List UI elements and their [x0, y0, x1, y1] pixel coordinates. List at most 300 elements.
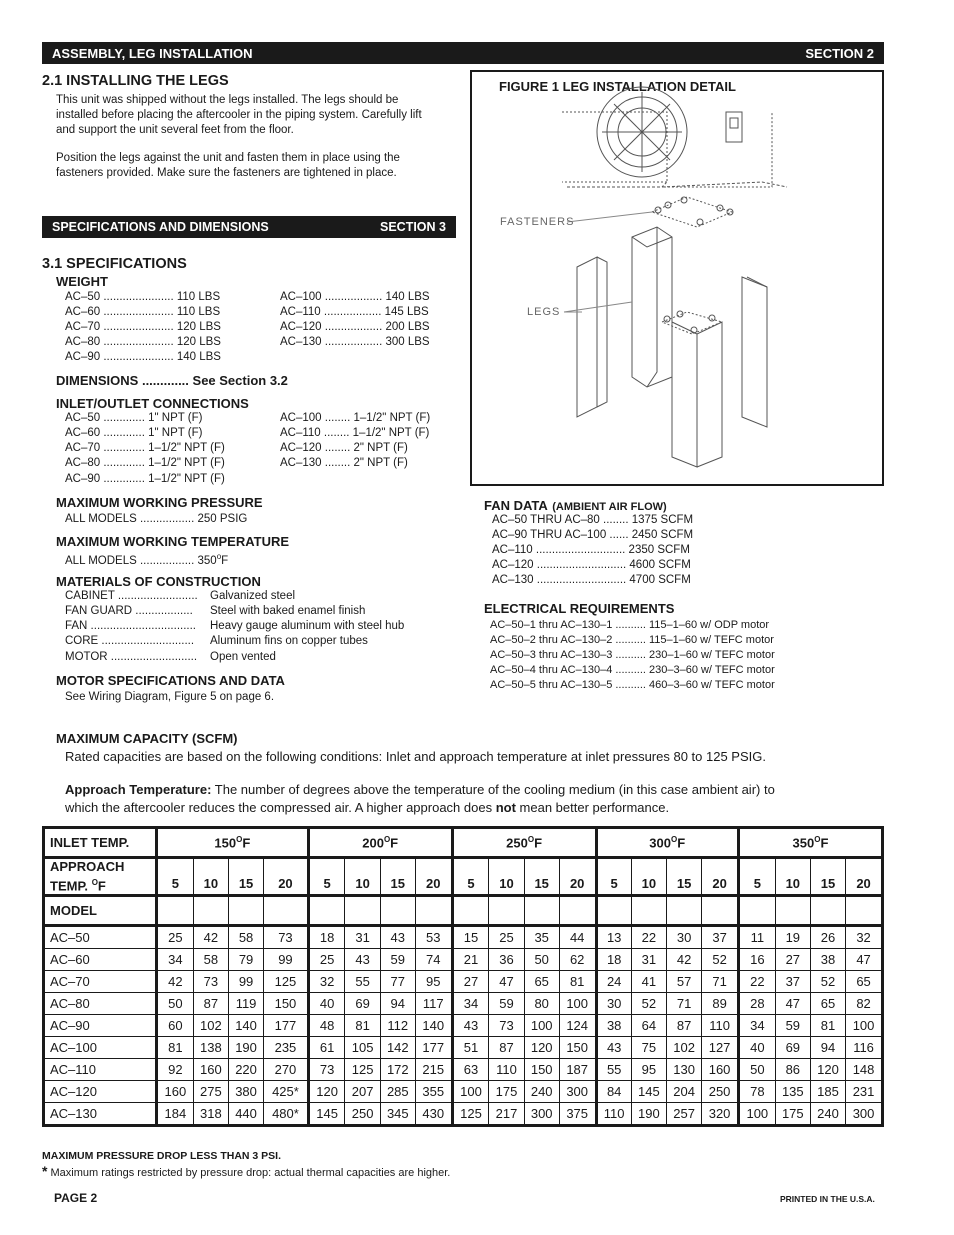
temperature-unit: F [221, 554, 229, 567]
model-spacer-cell [380, 896, 415, 926]
degree-sign: O [814, 834, 821, 844]
table-row [44, 971, 883, 993]
temp-unit: F [390, 835, 399, 851]
capacity-cell: 11 [738, 926, 775, 949]
material-key: CABINET ......................... [65, 590, 198, 602]
capacity-cell: 257 [667, 1103, 702, 1126]
capacity-cell: 82 [846, 993, 883, 1015]
temperature-value [65, 552, 228, 567]
capacity-cell: 27 [775, 949, 810, 971]
capacity-cell: 26 [810, 926, 845, 949]
model-header-row [44, 896, 883, 926]
spec-bar-section: SECTION 3 [380, 220, 446, 234]
capacity-cell: 215 [415, 1059, 452, 1081]
weight-row: AC–110 .................. 145 LBS [280, 306, 429, 318]
inlet-row: AC–60 ............. 1" NPT (F) [65, 427, 203, 439]
section-header-bar [42, 42, 884, 64]
inlet-row: AC–110 ........ 1–1/2" NPT (F) [280, 427, 430, 439]
model-spacer-cell [452, 896, 489, 926]
approach-value: 20 [264, 858, 309, 896]
material-key: FAN GUARD .................. [65, 605, 193, 617]
capacity-cell: 75 [631, 1037, 666, 1059]
inlet-temp-header [452, 828, 596, 858]
capacity-cell: 34 [157, 949, 194, 971]
capacity-cell: 217 [489, 1103, 524, 1126]
capacity-cell: 150 [264, 993, 309, 1015]
capacity-cell: 100 [738, 1103, 775, 1126]
capacity-cell: 145 [631, 1081, 666, 1103]
capacity-cell: 19 [775, 926, 810, 949]
specs-heading: 3.1 SPECIFICATIONS [42, 256, 187, 272]
approach-value: 5 [157, 858, 194, 896]
capacity-cell: 13 [596, 926, 631, 949]
capacity-cell: 31 [345, 926, 380, 949]
weight-row: AC–70 ...................... 120 LBS [65, 321, 221, 333]
capacity-cell: 40 [308, 993, 345, 1015]
approach-label-line: APPROACH [50, 859, 125, 874]
capacity-cell: 32 [308, 971, 345, 993]
capacity-cell: 50 [157, 993, 194, 1015]
capacity-cell: 71 [702, 971, 739, 993]
capacity-cell: 425* [264, 1081, 309, 1103]
capacity-cell: 18 [308, 926, 345, 949]
approach-value: 15 [380, 858, 415, 896]
capacity-cell: 204 [667, 1081, 702, 1103]
capacity-cell: 130 [667, 1059, 702, 1081]
spec-bar-title: SPECIFICATIONS AND DIMENSIONS [52, 220, 269, 234]
capacity-cell: 69 [345, 993, 380, 1015]
capacity-cell: 285 [380, 1081, 415, 1103]
fan-row: AC–50 THRU AC–80 ........ 1375 SCFM [492, 514, 694, 526]
model-spacer-cell [559, 896, 596, 926]
capacity-cell: 275 [193, 1081, 228, 1103]
motor-value: See Wiring Diagram, Figure 5 on page 6. [65, 691, 275, 703]
figure-title: FIGURE 1 LEG INSTALLATION DETAIL [499, 79, 736, 94]
material-value: Galvanized steel [210, 590, 296, 602]
capacity-cell: 40 [738, 1037, 775, 1059]
capacity-cell: 18 [596, 949, 631, 971]
model-name: AC–120 [44, 1081, 157, 1103]
pressure-label: MAXIMUM WORKING PRESSURE [56, 495, 263, 510]
capacity-cell: 240 [810, 1103, 845, 1126]
footnote-text: Maximum ratings restricted by pressure drop: actual thermal capacities are higher. [47, 1167, 451, 1179]
approach-value: 20 [846, 858, 883, 896]
inlet-row: AC–90 ............. 1–1/2" NPT (F) [65, 473, 225, 485]
capacity-cell: 55 [596, 1059, 631, 1081]
capacity-cell: 125 [452, 1103, 489, 1126]
model-spacer-cell [489, 896, 524, 926]
capacity-cell: 95 [415, 971, 452, 993]
capacity-cell: 185 [810, 1081, 845, 1103]
capacity-cell: 207 [345, 1081, 380, 1103]
capacity-cell: 120 [810, 1059, 845, 1081]
model-spacer-cell [264, 896, 309, 926]
weight-row: AC–130 .................. 300 LBS [280, 336, 430, 348]
inlet-row: AC–130 ........ 2" NPT (F) [280, 457, 408, 469]
approach-value: 5 [596, 858, 631, 896]
capacity-cell: 150 [524, 1059, 559, 1081]
capacity-cell: 43 [345, 949, 380, 971]
inlet-temp-header [157, 828, 309, 858]
page-number: PAGE 2 [54, 1191, 98, 1205]
model-spacer-cell [631, 896, 666, 926]
table-row [44, 1103, 883, 1126]
capacity-cell: 110 [702, 1015, 739, 1037]
capacity-cell: 60 [157, 1015, 194, 1037]
capacity-cell: 79 [228, 949, 263, 971]
approach-value: 15 [667, 858, 702, 896]
approach-value: 10 [775, 858, 810, 896]
approach-value: 20 [559, 858, 596, 896]
table-row [44, 993, 883, 1015]
capacity-cell: 22 [631, 926, 666, 949]
capacity-cell: 160 [193, 1059, 228, 1081]
fan-row: AC–130 ............................ 4700 SCFM [492, 574, 691, 586]
electrical-label: ELECTRICAL REQUIREMENTS [484, 601, 675, 616]
capacity-cell: 320 [702, 1103, 739, 1126]
inlet-row: AC–80 ............. 1–1/2" NPT (F) [65, 457, 225, 469]
capacity-cell: 63 [452, 1059, 489, 1081]
weight-row: AC–80 ...................... 120 LBS [65, 336, 221, 348]
capacity-cell: 52 [631, 993, 666, 1015]
capacity-cell: 87 [667, 1015, 702, 1037]
capacity-intro: Rated capacities are based on the following conditions: Inlet and approach temperature at inlet pressures 80 to 125 PSIG. [65, 749, 766, 764]
capacity-cell: 99 [228, 971, 263, 993]
capacity-cell: 58 [193, 949, 228, 971]
capacity-cell: 95 [631, 1059, 666, 1081]
capacity-cell: 172 [380, 1059, 415, 1081]
capacity-cell: 177 [264, 1015, 309, 1037]
capacity-cell: 65 [846, 971, 883, 993]
inlet-temp-header [308, 828, 452, 858]
capacity-cell: 175 [489, 1081, 524, 1103]
model-spacer-cell [415, 896, 452, 926]
table-row [44, 1037, 883, 1059]
capacity-cell: 87 [193, 993, 228, 1015]
capacity-cell: 80 [524, 993, 559, 1015]
capacity-cell: 36 [489, 949, 524, 971]
inlet-row: AC–120 ........ 2" NPT (F) [280, 442, 408, 454]
footnote-star: * [42, 1163, 48, 1179]
model-spacer-cell [775, 896, 810, 926]
capacity-cell: 110 [596, 1103, 631, 1126]
electrical-row: AC–50–3 thru AC–130–3 .......... 230–1–60 w/ TEFC motor [490, 649, 775, 661]
capacity-cell: 160 [157, 1081, 194, 1103]
capacity-cell: 43 [452, 1015, 489, 1037]
capacity-cell: 81 [559, 971, 596, 993]
approach-text: which the aftercooler reduces the compressed air. A higher approach does [65, 800, 496, 815]
material-key: FAN ................................. [65, 620, 196, 632]
capacity-cell: 47 [775, 993, 810, 1015]
approach-value: 20 [702, 858, 739, 896]
fasteners-callout: FASTENERS [500, 216, 575, 228]
electrical-row: AC–50–5 thru AC–130–5 .......... 460–3–60 w/ TEFC motor [490, 679, 775, 691]
approach-value: 5 [738, 858, 775, 896]
degree-sign: o [216, 552, 222, 561]
inlet-temp-header [738, 828, 882, 858]
table-header-row [44, 828, 883, 858]
capacity-cell: 44 [559, 926, 596, 949]
capacity-cell: 345 [380, 1103, 415, 1126]
install-heading: 2.1 INSTALLING THE LEGS [42, 73, 229, 89]
dimensions-line: DIMENSIONS ............. See Section 3.2 [56, 373, 288, 388]
capacity-cell: 48 [308, 1015, 345, 1037]
fan-data-heading [484, 497, 667, 515]
capacity-cell: 89 [702, 993, 739, 1015]
table-row [44, 949, 883, 971]
fan-data-label: FAN DATA [484, 498, 548, 513]
text-line: installed before placing the aftercooler in the piping system. Carefully lift [56, 109, 422, 121]
material-key: MOTOR ........................... [65, 651, 198, 663]
capacity-cell: 105 [345, 1037, 380, 1059]
capacity-cell: 69 [775, 1037, 810, 1059]
capacity-cell: 235 [264, 1037, 309, 1059]
temp-unit: F [820, 835, 829, 851]
capacity-cell: 87 [489, 1037, 524, 1059]
capacity-cell: 300 [559, 1081, 596, 1103]
capacity-cell: 42 [193, 926, 228, 949]
capacity-cell: 190 [228, 1037, 263, 1059]
text-line: Position the legs against the unit and fasten them in place using the [56, 152, 400, 164]
capacity-cell: 15 [452, 926, 489, 949]
approach-text: The number of degrees above the temperature of the cooling medium (in this case ambient air) to [211, 782, 775, 797]
capacity-cell: 52 [810, 971, 845, 993]
approach-label-line: TEMP. [50, 878, 89, 894]
capacity-table [42, 826, 884, 1127]
capacity-cell: 240 [524, 1081, 559, 1103]
materials-label: MATERIALS OF CONSTRUCTION [56, 574, 261, 589]
inlet-row: AC–100 ........ 1–1/2" NPT (F) [280, 412, 431, 424]
capacity-cell: 86 [775, 1059, 810, 1081]
table-row [44, 926, 883, 949]
model-spacer-cell [738, 896, 775, 926]
capacity-cell: 110 [489, 1059, 524, 1081]
capacity-cell: 142 [380, 1037, 415, 1059]
electrical-row: AC–50–4 thru AC–130–4 .......... 230–3–60 w/ TEFC motor [490, 664, 775, 676]
inlet-label: INLET/OUTLET CONNECTIONS [56, 396, 249, 411]
approach-value: 15 [810, 858, 845, 896]
inlet-row: AC–50 ............. 1" NPT (F) [65, 412, 203, 424]
inlet-row: AC–70 ............. 1–1/2" NPT (F) [65, 442, 225, 454]
capacity-cell: 250 [702, 1081, 739, 1103]
capacity-label: MAXIMUM CAPACITY (SCFM) [56, 731, 238, 746]
temp-value: 150 [214, 835, 237, 851]
capacity-cell: 355 [415, 1081, 452, 1103]
capacity-cell: 84 [596, 1081, 631, 1103]
capacity-cell: 250 [345, 1103, 380, 1126]
capacity-cell: 135 [775, 1081, 810, 1103]
model-spacer-cell [228, 896, 263, 926]
degree-sign: O [671, 834, 678, 844]
model-name: AC–110 [44, 1059, 157, 1081]
approach-row [44, 858, 883, 896]
capacity-cell: 34 [738, 1015, 775, 1037]
capacity-cell: 55 [345, 971, 380, 993]
capacity-cell: 21 [452, 949, 489, 971]
capacity-cell: 380 [228, 1081, 263, 1103]
capacity-cell: 28 [738, 993, 775, 1015]
leg-installation-drawing [472, 72, 882, 484]
capacity-cell: 73 [264, 926, 309, 949]
model-spacer-cell [810, 896, 845, 926]
approach-value: 20 [415, 858, 452, 896]
capacity-cell: 38 [596, 1015, 631, 1037]
electrical-row: AC–50–1 thru AC–130–1 .......... 115–1–60 w/ ODP motor [490, 619, 770, 631]
temperature-number: ALL MODELS ................. 350 [65, 554, 217, 567]
capacity-cell: 31 [631, 949, 666, 971]
temp-unit: F [677, 835, 686, 851]
model-spacer-cell [308, 896, 345, 926]
capacity-cell: 47 [489, 971, 524, 993]
capacity-cell: 100 [452, 1081, 489, 1103]
capacity-cell: 50 [738, 1059, 775, 1081]
capacity-cell: 300 [846, 1103, 883, 1126]
capacity-cell: 124 [559, 1015, 596, 1037]
model-spacer-cell [157, 896, 194, 926]
fan-row: AC–110 ............................ 2350 SCFM [492, 544, 690, 556]
approach-value: 10 [489, 858, 524, 896]
inlet-temp-header [596, 828, 738, 858]
capacity-cell: 73 [193, 971, 228, 993]
capacity-cell: 51 [452, 1037, 489, 1059]
model-name: AC–130 [44, 1103, 157, 1126]
text-line: and support the unit several feet from the floor. [56, 124, 294, 136]
degree-sign: O [527, 834, 535, 844]
model-spacer-cell [596, 896, 631, 926]
install-para-1 [56, 93, 456, 138]
capacity-cell: 300 [524, 1103, 559, 1126]
model-spacer-cell [193, 896, 228, 926]
capacity-cell: 59 [380, 949, 415, 971]
table-row [44, 1059, 883, 1081]
model-name: AC–70 [44, 971, 157, 993]
weight-label: WEIGHT [56, 274, 108, 289]
capacity-cell: 160 [702, 1059, 739, 1081]
electrical-row: AC–50–2 thru AC–130–2 .......... 115–1–60 w/ TEFC motor [490, 634, 774, 646]
capacity-cell: 42 [667, 949, 702, 971]
figure-leg-installation [470, 70, 884, 486]
fan-row: AC–120 ............................ 4600 SCFM [492, 559, 691, 571]
capacity-cell: 145 [308, 1103, 345, 1126]
approach-value: 15 [524, 858, 559, 896]
text-line: This unit was shipped without the legs installed. The legs should be [56, 94, 399, 106]
model-spacer-cell [667, 896, 702, 926]
capacity-cell: 81 [157, 1037, 194, 1059]
capacity-cell: 480* [264, 1103, 309, 1126]
capacity-cell: 117 [415, 993, 452, 1015]
capacity-cell: 37 [702, 926, 739, 949]
capacity-cell: 73 [308, 1059, 345, 1081]
capacity-cell: 71 [667, 993, 702, 1015]
capacity-cell: 119 [228, 993, 263, 1015]
capacity-cell: 59 [489, 993, 524, 1015]
capacity-cell: 175 [775, 1103, 810, 1126]
capacity-cell: 25 [308, 949, 345, 971]
model-spacer-cell [345, 896, 380, 926]
temp-value: 200 [362, 835, 384, 851]
approach-value: 15 [228, 858, 263, 896]
capacity-cell: 120 [524, 1037, 559, 1059]
capacity-cell: 43 [380, 926, 415, 949]
capacity-cell: 25 [489, 926, 524, 949]
capacity-cell: 100 [559, 993, 596, 1015]
degree-sign: O [236, 834, 243, 844]
capacity-cell: 120 [308, 1081, 345, 1103]
capacity-cell: 177 [415, 1037, 452, 1059]
capacity-cell: 148 [846, 1059, 883, 1081]
capacity-cell: 61 [308, 1037, 345, 1059]
capacity-cell: 187 [559, 1059, 596, 1081]
capacity-cell: 24 [596, 971, 631, 993]
capacity-cell: 140 [415, 1015, 452, 1037]
approach-bold-label: Approach Temperature: [65, 782, 212, 797]
capacity-cell: 30 [667, 926, 702, 949]
capacity-cell: 99 [264, 949, 309, 971]
capacity-cell: 65 [810, 993, 845, 1015]
capacity-cell: 73 [489, 1015, 524, 1037]
fan-data-sublabel: (AMBIENT AIR FLOW) [552, 501, 667, 513]
capacity-cell: 92 [157, 1059, 194, 1081]
capacity-cell: 430 [415, 1103, 452, 1126]
model-name: AC–50 [44, 926, 157, 949]
capacity-cell: 127 [702, 1037, 739, 1059]
pressure-drop-note: MAXIMUM PRESSURE DROP LESS THAN 3 PSI. [42, 1150, 282, 1162]
material-value: Aluminum fins on copper tubes [210, 635, 368, 647]
section-title: ASSEMBLY, LEG INSTALLATION [52, 45, 253, 61]
approach-emphasis: not [495, 800, 516, 815]
material-value: Heavy gauge aluminum with steel hub [210, 620, 405, 632]
approach-value: 5 [308, 858, 345, 896]
capacity-cell: 78 [738, 1081, 775, 1103]
capacity-cell: 42 [157, 971, 194, 993]
model-name: AC–60 [44, 949, 157, 971]
temperature-label: MAXIMUM WORKING TEMPERATURE [56, 534, 290, 549]
capacity-cell: 81 [345, 1015, 380, 1037]
model-label: MODEL [44, 896, 157, 926]
material-value: Steel with baked enamel finish [210, 605, 366, 617]
capacity-cell: 150 [559, 1037, 596, 1059]
capacity-cell: 32 [846, 926, 883, 949]
temp-unit: F [242, 835, 251, 851]
approach-temp-label [44, 858, 157, 896]
capacity-cell: 25 [157, 926, 194, 949]
degree-sign: O [383, 834, 391, 844]
capacity-cell: 184 [157, 1103, 194, 1126]
legs-callout: LEGS [527, 306, 561, 318]
capacity-cell: 43 [596, 1037, 631, 1059]
weight-row: AC–50 ...................... 110 LBS [65, 291, 221, 303]
spec-section-bar [42, 216, 456, 238]
capacity-cell: 53 [415, 926, 452, 949]
capacity-cell: 116 [846, 1037, 883, 1059]
capacity-cell: 64 [631, 1015, 666, 1037]
model-spacer-cell [702, 896, 739, 926]
capacity-cell: 58 [228, 926, 263, 949]
capacity-cell: 81 [810, 1015, 845, 1037]
capacity-cell: 41 [631, 971, 666, 993]
footnote [42, 1163, 450, 1179]
capacity-cell: 77 [380, 971, 415, 993]
capacity-cell: 375 [559, 1103, 596, 1126]
capacity-cell: 100 [524, 1015, 559, 1037]
capacity-cell: 34 [452, 993, 489, 1015]
capacity-cell: 35 [524, 926, 559, 949]
weight-row: AC–60 ...................... 110 LBS [65, 306, 221, 318]
capacity-cell: 16 [738, 949, 775, 971]
approach-value: 10 [631, 858, 666, 896]
capacity-cell: 30 [596, 993, 631, 1015]
capacity-cell: 50 [524, 949, 559, 971]
